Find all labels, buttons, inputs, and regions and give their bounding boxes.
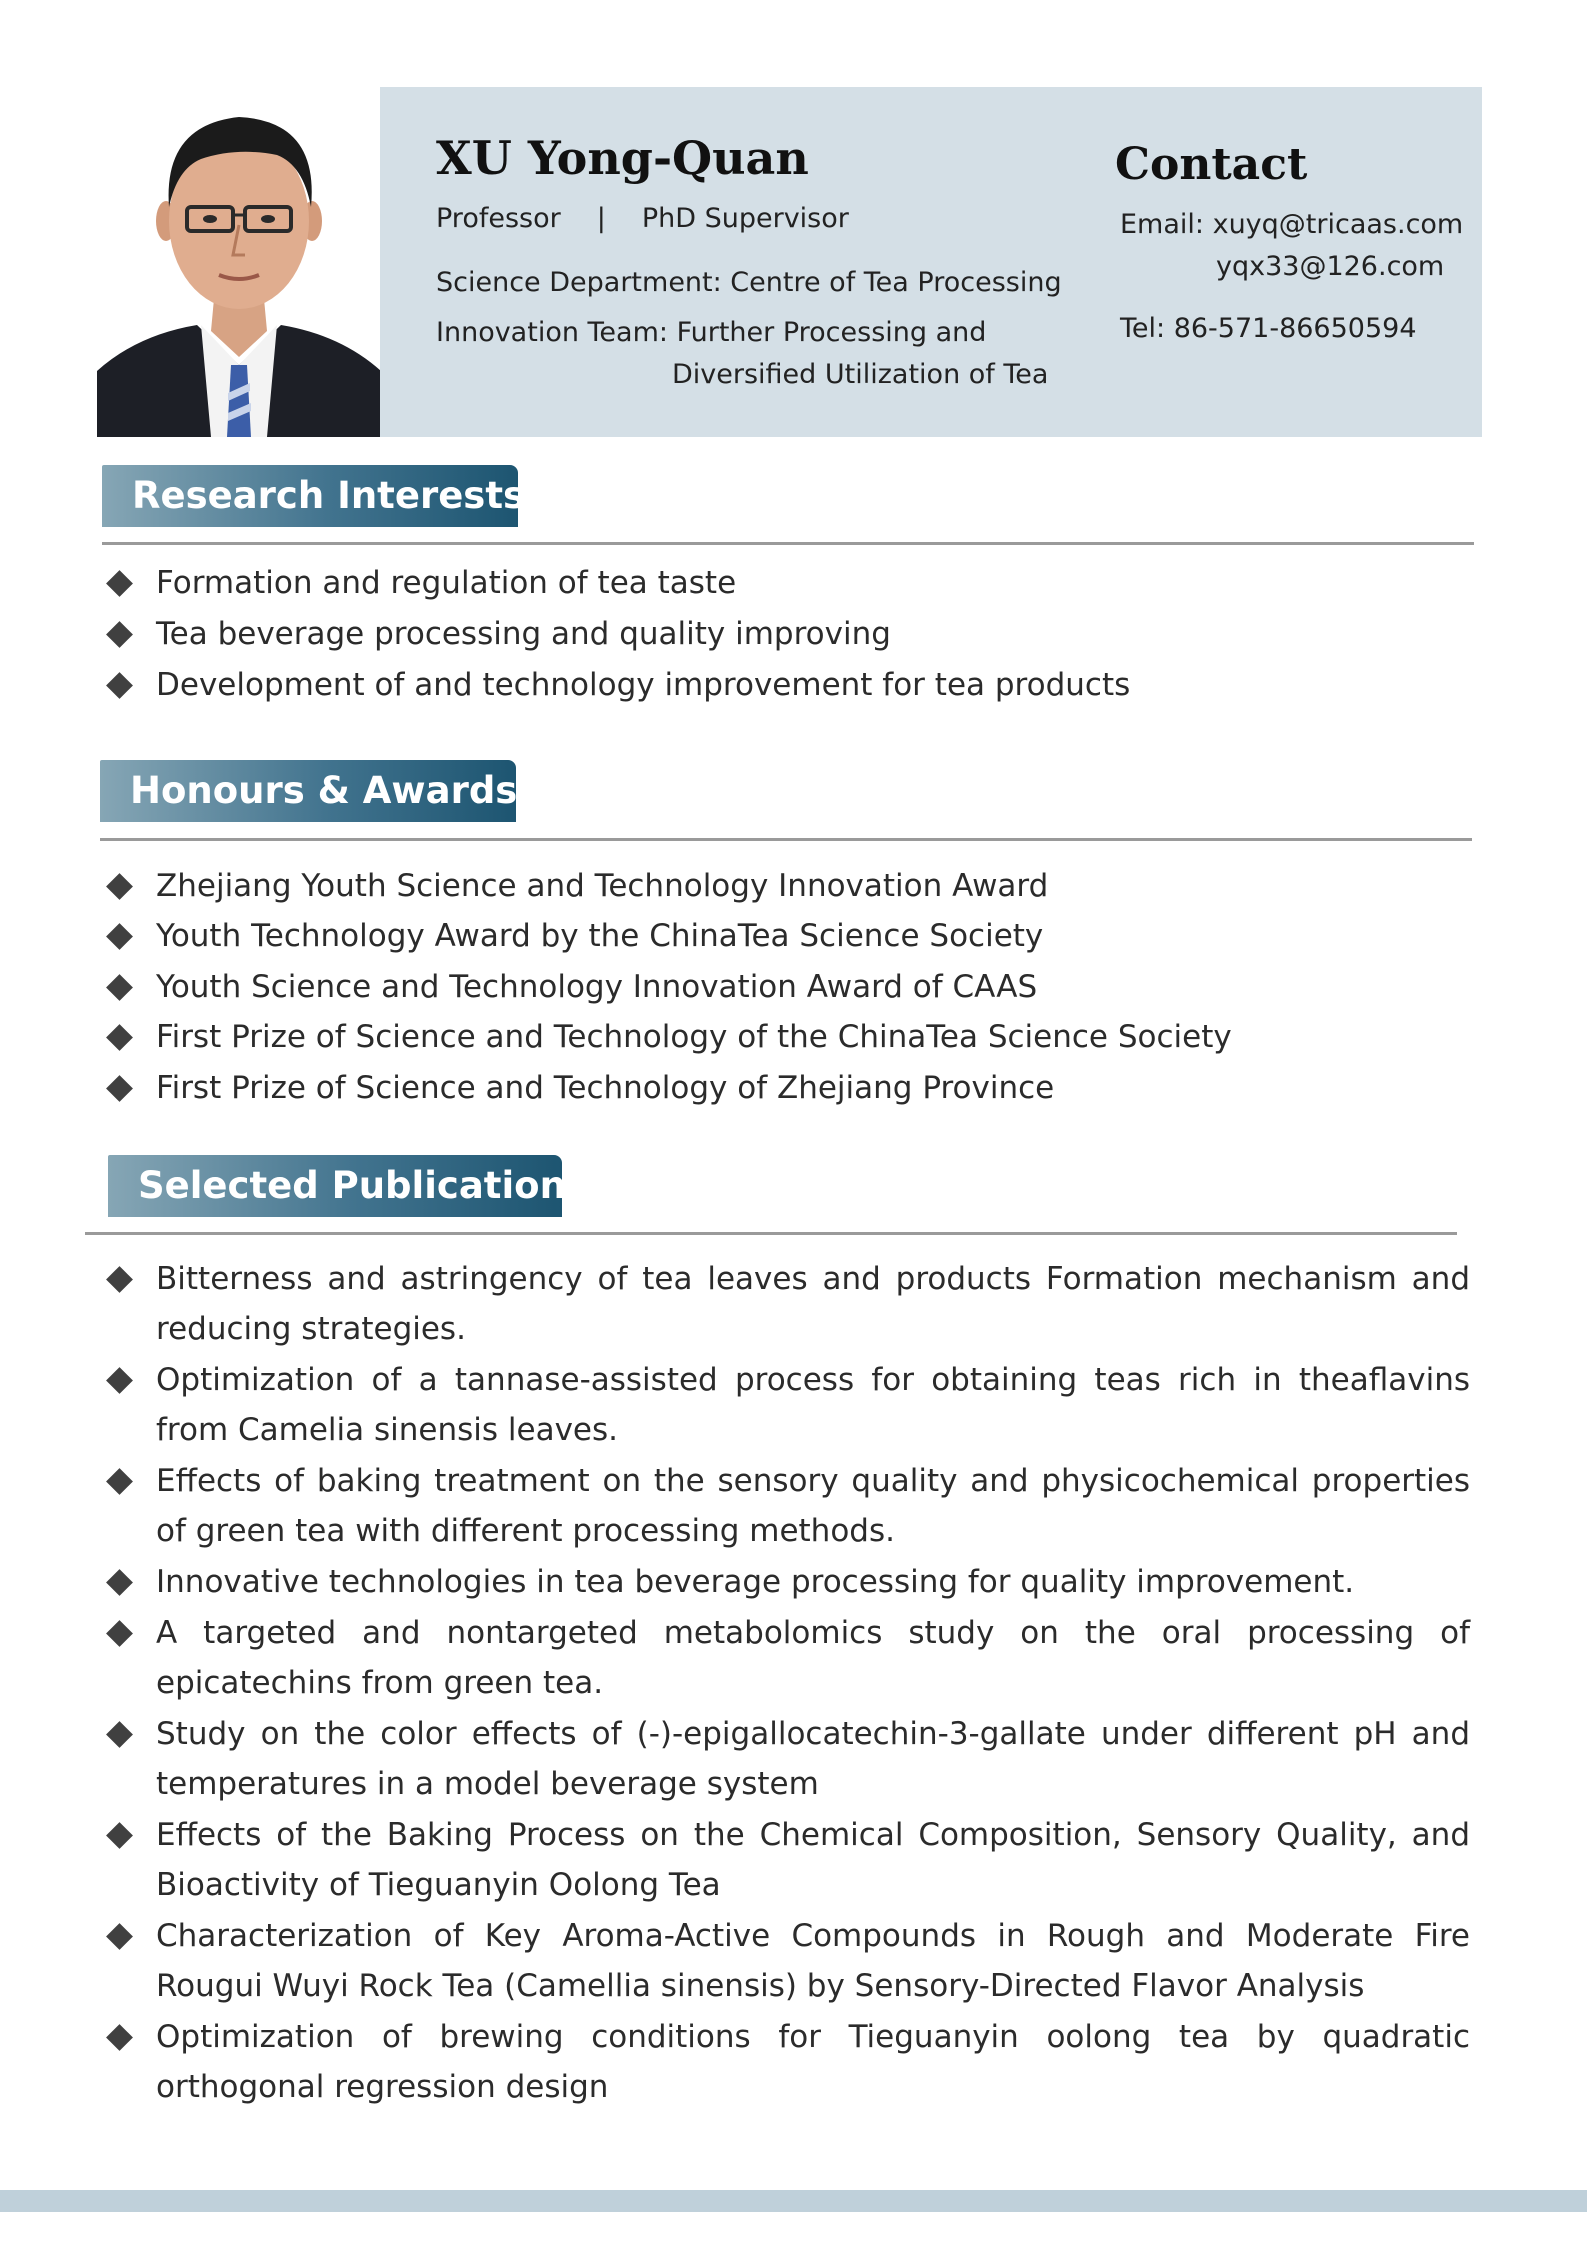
role-title: PhD Supervisor bbox=[641, 203, 849, 234]
diamond-bullet-icon bbox=[106, 1923, 133, 1950]
profile-photo bbox=[97, 103, 381, 437]
department: Science Department: Centre of Tea Processing bbox=[436, 267, 1062, 298]
publication-item: Effects of baking treatment on the sensory quality and physicochemical properties of green tea with different processing methods. bbox=[100, 1456, 1480, 1556]
diamond-bullet-icon bbox=[106, 2024, 133, 2051]
diamond-bullet-icon bbox=[106, 873, 133, 900]
person-name: XU Yong-Quan bbox=[436, 131, 809, 185]
publication-item: Optimization of brewing conditions for Tieguanyin oolong tea by quadratic orthogonal regression design bbox=[100, 2012, 1480, 2112]
honours-awards-heading: Honours & Awards bbox=[100, 760, 516, 822]
diamond-bullet-icon bbox=[106, 923, 133, 950]
diamond-bullet-icon bbox=[106, 1024, 133, 1051]
publication-item: Effects of the Baking Process on the Chemical Composition, Sensory Quality, and Bioactivity of Tieguanyin Oolong Tea bbox=[100, 1810, 1480, 1910]
publication-item: Characterization of Key Aroma-Active Compounds in Rough and Moderate Fire Rougui Wuyi Rock Tea (Camellia sinensis) by Sensory-Directed Flavor Analysis bbox=[100, 1911, 1480, 2011]
section-divider bbox=[85, 1232, 1457, 1235]
publication-item: Innovative technologies in tea beverage processing for quality improvement. bbox=[100, 1557, 1480, 1607]
footer-bar bbox=[0, 2190, 1587, 2212]
team-line-1: Innovation Team: Further Processing and bbox=[436, 317, 987, 348]
job-title: Professor bbox=[436, 203, 561, 234]
diamond-bullet-icon bbox=[106, 1468, 133, 1495]
diamond-bullet-icon bbox=[106, 1367, 133, 1394]
diamond-bullet-icon bbox=[106, 570, 133, 597]
diamond-bullet-icon bbox=[106, 974, 133, 1001]
selected-publications-heading: Selected Publications bbox=[108, 1155, 562, 1217]
portrait-image bbox=[97, 103, 381, 437]
team-line-2: Diversified Utilization of Tea bbox=[672, 359, 1049, 390]
diamond-bullet-icon bbox=[106, 1266, 133, 1293]
diamond-bullet-icon bbox=[106, 1569, 133, 1596]
list-item: Tea beverage processing and quality improving bbox=[100, 609, 1480, 659]
list-item: First Prize of Science and Technology of the ChinaTea Science Society bbox=[100, 1012, 1480, 1062]
diamond-bullet-icon bbox=[106, 1721, 133, 1748]
roles-line bbox=[436, 203, 849, 234]
list-item: Zhejiang Youth Science and Technology Innovation Award bbox=[100, 861, 1480, 911]
section-divider bbox=[100, 838, 1472, 841]
publication-item: Bitterness and astringency of tea leaves and products Formation mechanism and reducing strategies. bbox=[100, 1254, 1480, 1354]
list-item: Formation and regulation of tea taste bbox=[100, 558, 1480, 608]
publication-item: Study on the color effects of (-)-epigallocatechin-3-gallate under different pH and temperatures in a model beverage system bbox=[100, 1709, 1480, 1809]
list-item: Youth Science and Technology Innovation Award of CAAS bbox=[100, 962, 1480, 1012]
email-secondary: yqx33@126.com bbox=[1216, 251, 1445, 282]
diamond-bullet-icon bbox=[106, 1822, 133, 1849]
diamond-bullet-icon bbox=[106, 1075, 133, 1102]
diamond-bullet-icon bbox=[106, 621, 133, 648]
section-divider bbox=[102, 542, 1474, 545]
diamond-bullet-icon bbox=[106, 672, 133, 699]
contact-heading: Contact bbox=[1115, 139, 1308, 190]
telephone: Tel: 86-571-86650594 bbox=[1120, 313, 1417, 344]
list-item: Development of and technology improvement for tea products bbox=[100, 660, 1480, 710]
research-interests-heading: Research Interests bbox=[102, 465, 518, 527]
separator: | bbox=[596, 203, 606, 234]
header-panel bbox=[380, 87, 1482, 437]
diamond-bullet-icon bbox=[106, 1620, 133, 1647]
list-item: First Prize of Science and Technology of Zhejiang Province bbox=[100, 1063, 1480, 1113]
publication-item: A targeted and nontargeted metabolomics study on the oral processing of epicatechins from green tea. bbox=[100, 1608, 1480, 1708]
publication-item: Optimization of a tannase-assisted process for obtaining teas rich in theaflavins from Camelia sinensis leaves. bbox=[100, 1355, 1480, 1455]
list-item: Youth Technology Award by the ChinaTea Science Society bbox=[100, 911, 1480, 961]
email-primary: Email: xuyq@tricaas.com bbox=[1120, 209, 1464, 240]
